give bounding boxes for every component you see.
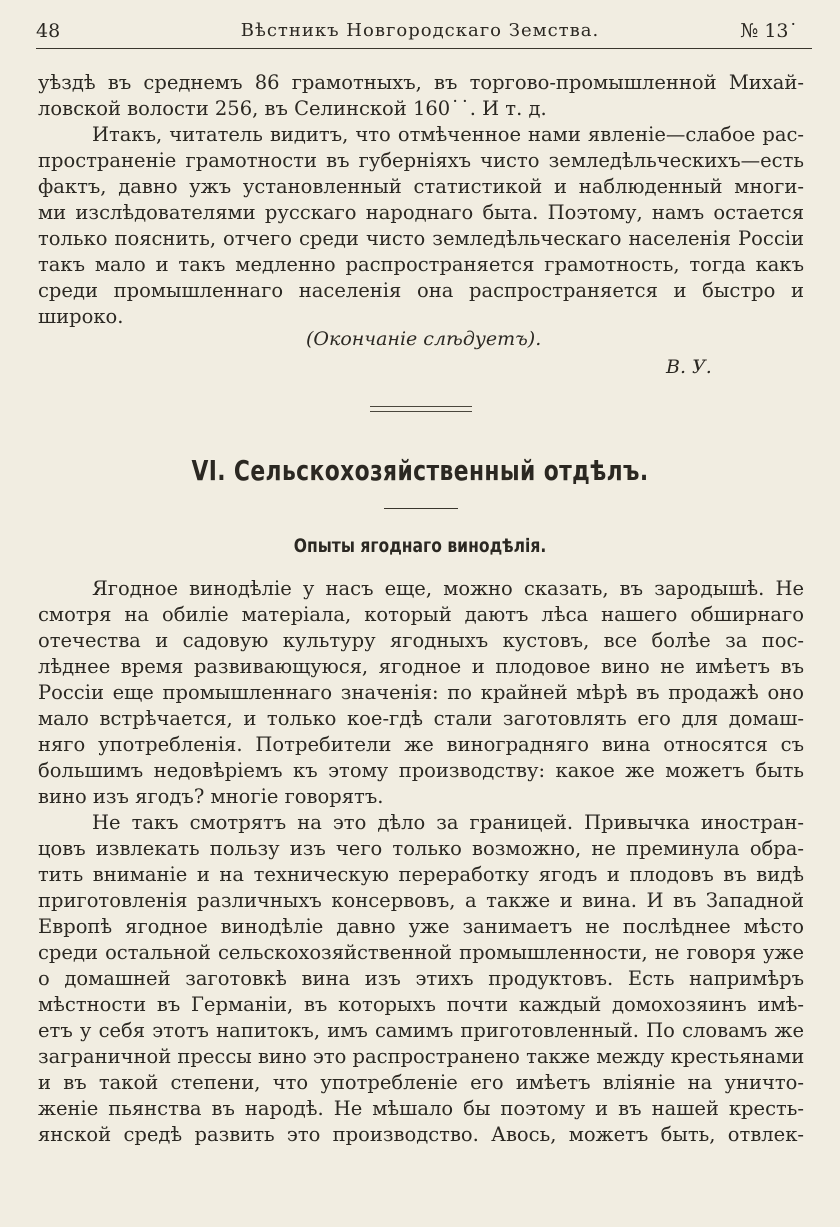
intro-paragraph <box>38 70 804 330</box>
running-header <box>36 20 804 46</box>
text-line: и въ такой степени, что употребленіе его имѣетъ вліяніе на уничто- <box>38 1071 804 1094</box>
issue-number: № 13˙ <box>740 20 798 42</box>
text-line: ловской волости 256, въ Селинской 160˙˙. И т. д. <box>38 97 547 120</box>
text-line: мало встрѣчается, и только кое-гдѣ стали заготовлять его для домаш- <box>38 707 804 730</box>
article-title: Опыты ягоднаго винодѣлія. <box>293 535 547 557</box>
article-paragraph-2 <box>38 810 804 1148</box>
author-signature: В. У. <box>666 356 712 378</box>
text-line: Ягодное винодѣліе у насъ еще, можно сказать, въ зародышѣ. Не <box>92 577 804 600</box>
text-line: уѣздѣ въ среднемъ 86 грамотныхъ, въ торгово-промышленной Михай- <box>38 71 804 94</box>
text-line: среди остальной сельскохозяйственной промышленности, не говоря уже <box>38 941 804 964</box>
text-line: пространеніе грамотности въ губерніяхъ чисто земледѣльческихъ—есть <box>38 149 804 172</box>
page-number: 48 <box>36 20 61 42</box>
text-line: смотря на обиліе матеріала, который даютъ лѣса нашего обширнаго <box>38 603 804 626</box>
text-line: большимъ недовѣріемъ къ этому производству: какое же можетъ быть <box>38 759 804 782</box>
continuation-note: (Окончаніе слѣдуетъ). <box>306 328 542 350</box>
text-line: только пояснить, отчего среди чисто земледѣльческаго населенія Россіи <box>38 227 804 250</box>
text-line: заграничной прессы вино это распространено также между крестьянами <box>38 1045 804 1068</box>
text-line: мѣстности въ Германіи, въ которыхъ почти каждый домохозяинъ имѣ- <box>38 993 804 1016</box>
text-line: фактъ, давно ужъ установленный статистикой и наблюденный многи- <box>38 175 804 198</box>
text-line: Россіи еще промышленнаго значенія: по крайней мѣрѣ въ продажѣ оно <box>38 681 804 704</box>
title-rule <box>384 508 458 509</box>
text-line: отечества и садовую культуру ягодныхъ кустовъ, все болѣе за пос- <box>38 629 804 652</box>
text-line: Не такъ смотрятъ на это дѣло за границей. Привычка иностран- <box>92 811 804 834</box>
text-line: цовъ извлекать пользу изъ чего только возможно, не преминула обра- <box>38 837 804 860</box>
text-line: ми изслѣдователями русскаго народнаго быта. Поэтому, намъ остается <box>38 201 804 224</box>
text-line: няго употребленія. Потребители же виноградняго вина относятся съ <box>38 733 804 756</box>
text-line: такъ мало и такъ медленно распространяется грамотность, тогда какъ <box>38 253 804 276</box>
text-line: среди промышленнаго населенія она распространяется и быстро и <box>38 279 804 302</box>
article-paragraph-1 <box>38 576 804 810</box>
section-title: VI. Сельскохозяйственный отдѣлъ. <box>191 454 649 487</box>
text-line: лѣднее время развивающуюся, ягодное и плодовое вино не имѣетъ въ <box>38 655 804 678</box>
text-line: женіе пьянства въ народѣ. Не мѣшало бы поэтому и въ нашей кресть- <box>38 1097 804 1120</box>
text-line: широко. <box>38 305 124 328</box>
journal-title: Вѣстникъ Новгородскаго Земства. <box>240 20 600 41</box>
text-line: о домашней заготовкѣ вина изъ этихъ продуктовъ. Есть напримѣръ <box>38 967 804 990</box>
header-rule <box>36 48 812 49</box>
text-line: вино изъ ягодъ? многіе говорятъ. <box>38 785 384 808</box>
text-line: янской средѣ развить это производство. Авось, можетъ быть, отвлек- <box>38 1123 804 1146</box>
text-line: тить вниманіе и на техническую переработку ягодъ и плодовъ въ видѣ <box>38 863 804 886</box>
text-line: Итакъ, читатель видитъ, что отмѣченное нами явленіе—слабое рас- <box>92 123 804 146</box>
text-line: етъ у себя этотъ напитокъ, имъ самимъ приготовленный. По словамъ же <box>38 1019 804 1042</box>
text-line: приготовленія различныхъ консервовъ, а также и вина. И въ Западной <box>38 889 804 912</box>
text-line: Европѣ ягодное винодѣліе давно уже занимаетъ не послѣднее мѣсто <box>38 915 804 938</box>
section-divider <box>370 406 472 416</box>
